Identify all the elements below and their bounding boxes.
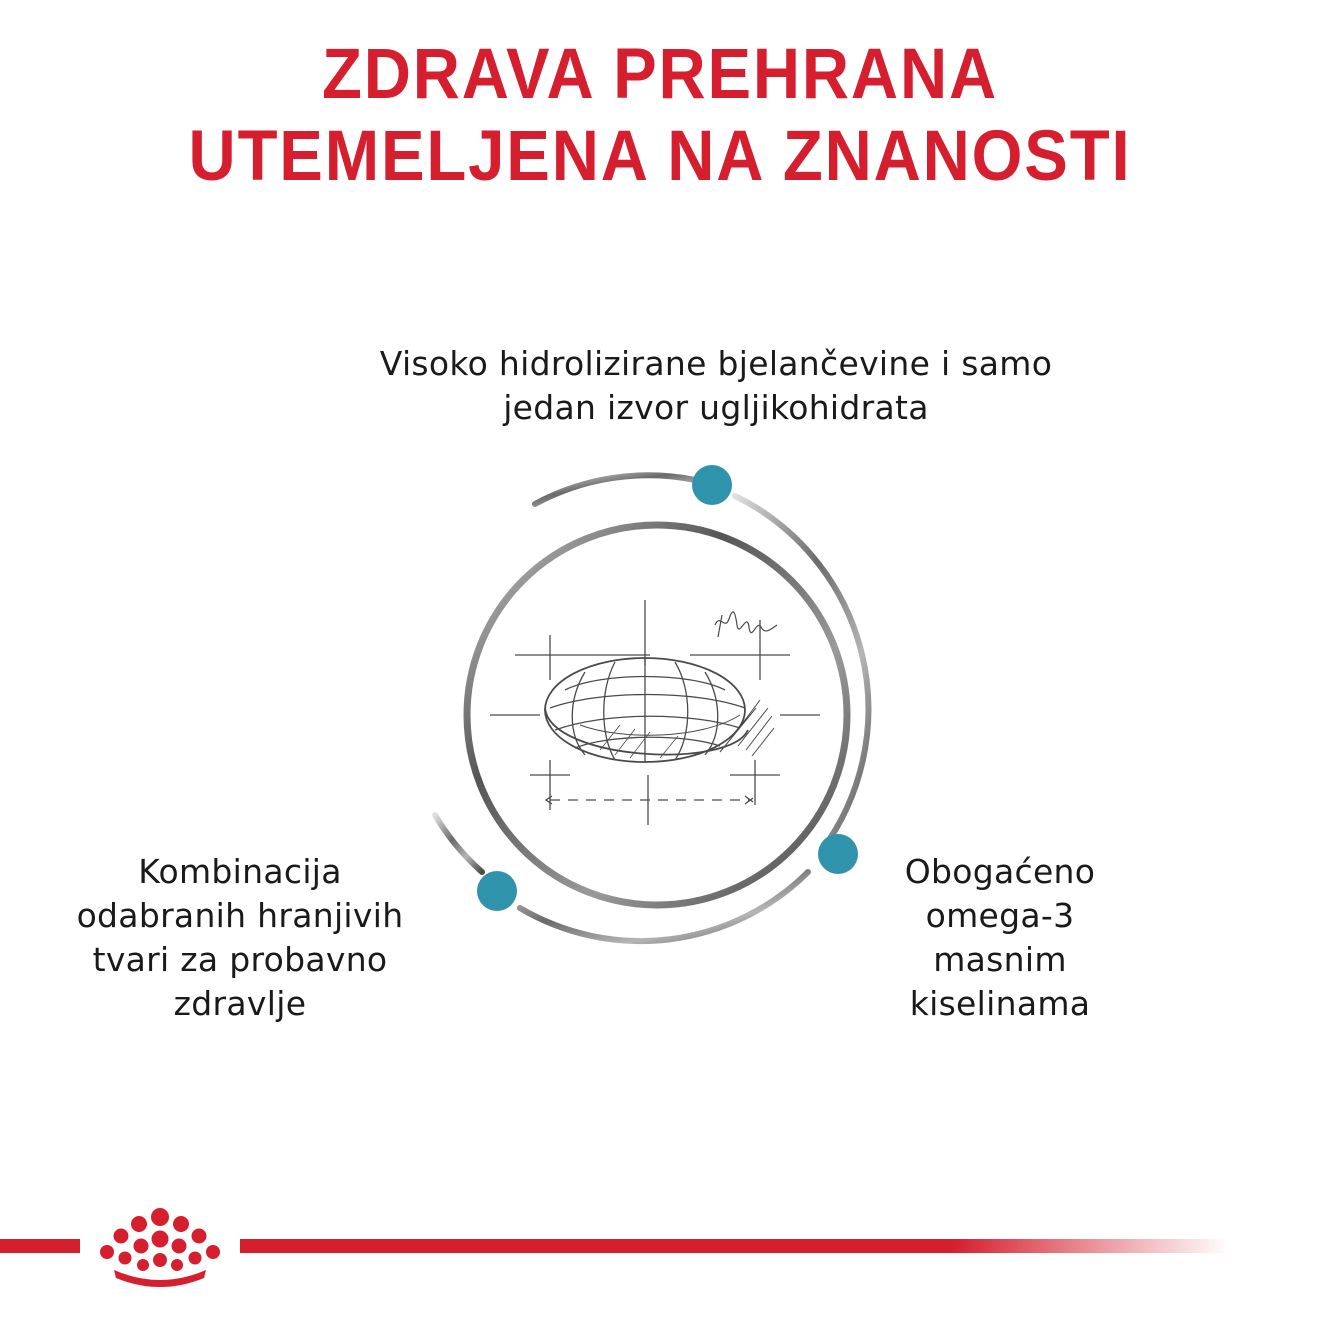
feature-right-line-4: kiselinama	[909, 984, 1091, 1023]
brand-bar-right	[240, 1239, 1230, 1253]
feature-left	[40, 850, 440, 1026]
royal-canin-crown-logo	[92, 1204, 228, 1288]
feature-top-line-2: jedan izvor ugljikohidrata	[503, 388, 929, 427]
brand-footer	[0, 1196, 1320, 1296]
feature-right-line-3: masnim	[933, 940, 1067, 979]
feature-right-line-2: omega-3	[925, 896, 1075, 935]
kibble-sketch-icon	[490, 600, 820, 825]
feature-left-line-1: Kombinacija	[138, 852, 342, 891]
feature-left-line-3: tvari za probavno	[92, 940, 388, 979]
feature-left-line-2: odabranih hranjivih	[76, 896, 404, 935]
outer-arc-left	[435, 815, 482, 872]
feature-top	[300, 342, 1132, 430]
marker-left-dot	[477, 871, 517, 911]
feature-right	[840, 850, 1160, 1026]
brand-bar-left	[0, 1239, 80, 1253]
feature-top-line-1: Visoko hidrolizirane bjelančevine i samo	[379, 344, 1053, 383]
feature-right-line-1: Obogaćeno	[904, 852, 1096, 891]
page-title	[53, 34, 1267, 198]
marker-top-dot	[692, 465, 732, 505]
title-line-2: UTEMELJENA NA ZNANOSTI	[188, 117, 1132, 196]
outer-arc-top	[535, 475, 695, 504]
title-line-1: ZDRAVA PREHRANA	[322, 35, 998, 114]
feature-left-line-4: zdravlje	[173, 984, 307, 1023]
